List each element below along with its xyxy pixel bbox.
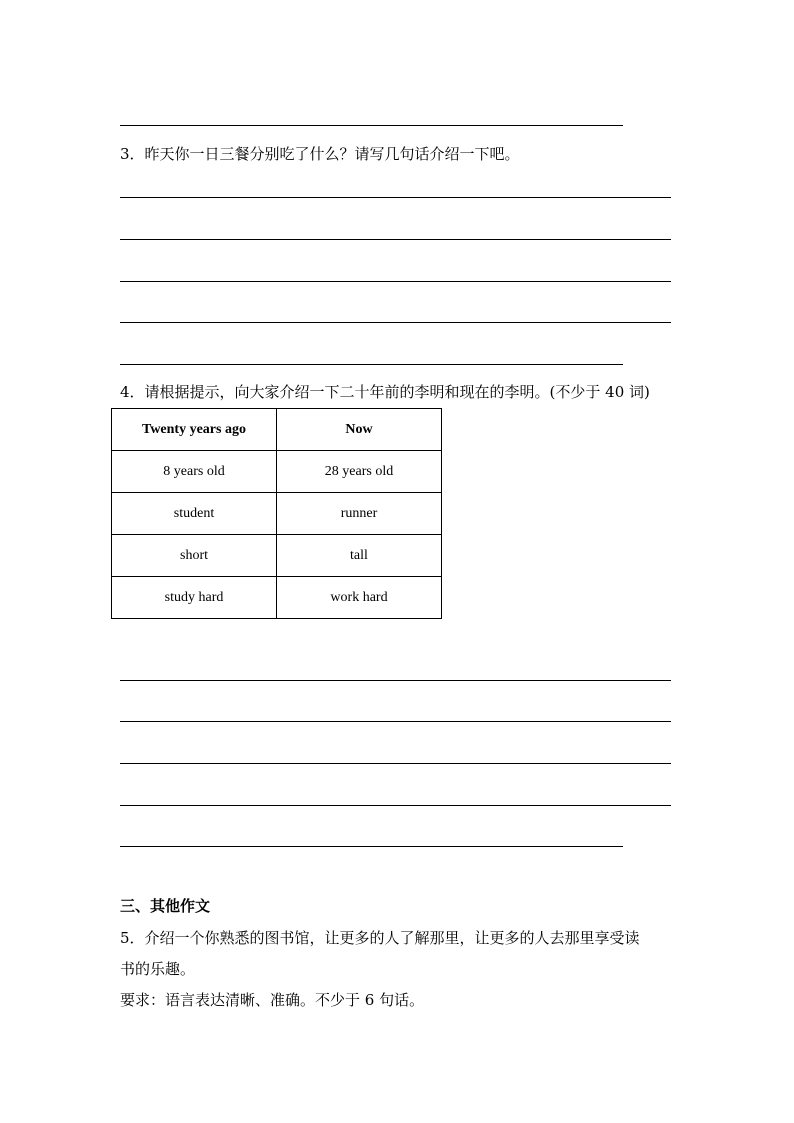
question-3-prompt: 3．昨天你一日三餐分别吃了什么？请写几句话介绍一下吧。 bbox=[120, 145, 520, 163]
table-cell: work hard bbox=[277, 577, 442, 619]
table-header-row bbox=[112, 409, 442, 451]
answer-line[interactable] bbox=[120, 281, 671, 282]
section-title: 三、其他作文 bbox=[120, 897, 211, 915]
answer-line[interactable] bbox=[120, 125, 623, 126]
table-row bbox=[112, 493, 442, 535]
answer-line[interactable] bbox=[120, 763, 671, 764]
answer-line[interactable] bbox=[120, 197, 671, 198]
answer-line[interactable] bbox=[120, 805, 671, 806]
table-cell: 8 years old bbox=[112, 451, 277, 493]
answer-line[interactable] bbox=[120, 364, 623, 365]
answer-line[interactable] bbox=[120, 721, 671, 722]
table-row bbox=[112, 577, 442, 619]
comparison-table bbox=[111, 408, 442, 619]
table-row bbox=[112, 451, 442, 493]
question-5-requirement: 要求：语言表达清晰、准确。不少于 6 句话。 bbox=[120, 991, 425, 1009]
header-twenty-years-ago: Twenty years ago bbox=[112, 409, 277, 451]
table-cell: runner bbox=[277, 493, 442, 535]
table-cell: tall bbox=[277, 535, 442, 577]
table-cell: student bbox=[112, 493, 277, 535]
question-4-prompt: 4．请根据提示，向大家介绍一下二十年前的李明和现在的李明。(不少于 40 词) bbox=[120, 383, 650, 401]
answer-line[interactable] bbox=[120, 239, 671, 240]
table-cell: 28 years old bbox=[277, 451, 442, 493]
table-row bbox=[112, 535, 442, 577]
answer-line[interactable] bbox=[120, 680, 671, 681]
table-cell: short bbox=[112, 535, 277, 577]
answer-line[interactable] bbox=[120, 846, 623, 847]
question-5-prompt-line1: 5．介绍一个你熟悉的图书馆，让更多的人了解那里，让更多的人去那里享受读 bbox=[120, 929, 640, 947]
answer-line[interactable] bbox=[120, 322, 671, 323]
table-cell: study hard bbox=[112, 577, 277, 619]
header-now: Now bbox=[277, 409, 442, 451]
question-5-prompt-line2: 书的乐趣。 bbox=[120, 960, 196, 978]
